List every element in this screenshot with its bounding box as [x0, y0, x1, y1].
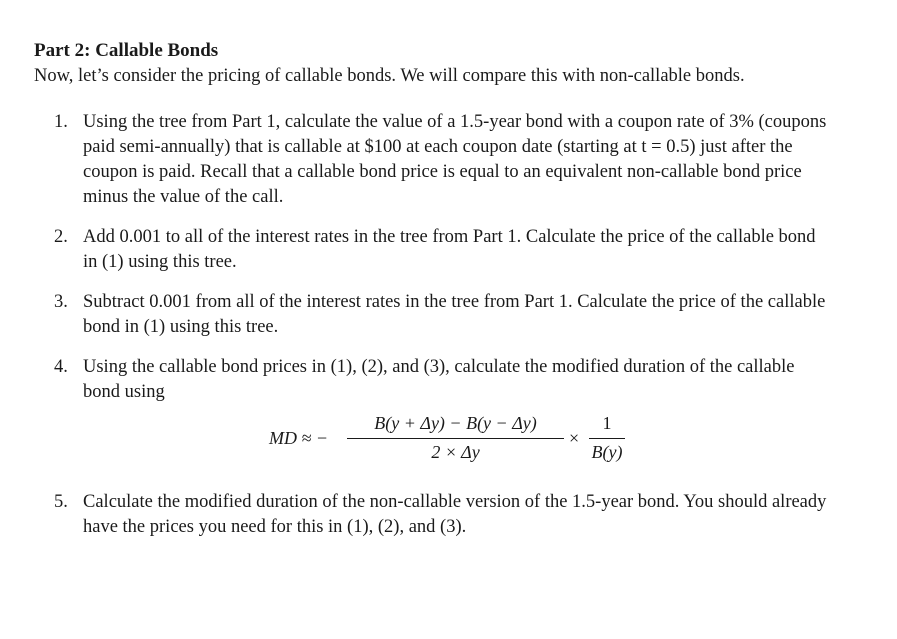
- list-item: [34, 225, 834, 275]
- fraction-numerator: 1: [602, 413, 612, 433]
- multiply-sign: ×: [569, 428, 580, 448]
- item-number: 5.: [54, 492, 68, 512]
- item-number: 2.: [54, 227, 68, 247]
- item-text: Calculate the modified duration of the non-callable version of the 1.5-year bond. You should already have the prices you need for this in (1), (2), and (3).: [83, 492, 827, 537]
- document-page: [34, 38, 834, 555]
- item-text: Subtract 0.001 from all of the interest rates in the tree from Part 1. Calculate the price of the callable bond in (1) using this tree.: [83, 292, 826, 337]
- section-heading: Part 2: Callable Bonds: [34, 40, 219, 61]
- list-item: [34, 110, 834, 210]
- fraction-numerator: B(y + Δy) − B(y − Δy): [374, 413, 537, 433]
- question-list: [34, 110, 834, 540]
- item-text: Using the tree from Part 1, calculate the value of a 1.5-year bond with a coupon rate of 3% (coupons paid semi-annually) that is callable at $100 at each coupon date (starting at t = 0.5) just after the coupon is paid. Recall that a callable bond price is equal to an equivalent non-callable bond price minus the value of the call.: [83, 112, 827, 207]
- formula-lhs: MD ≈ −: [269, 428, 329, 448]
- modified-duration-formula: [83, 413, 834, 475]
- item-text: Add 0.001 to all of the interest rates in the tree from Part 1. Calculate the price of the callable bond in (1) using this tree.: [83, 227, 816, 272]
- item-text: Using the callable bond prices in (1), (2), and (3), calculate the modified duration of the callable bond using: [83, 357, 795, 402]
- fraction-denominator: 2 × Δy: [431, 442, 480, 462]
- list-item: [34, 490, 834, 540]
- formula-fraction-main: [347, 411, 564, 465]
- section-intro: Now, let’s consider the pricing of callable bonds. We will compare this with non-callable bonds.: [34, 66, 745, 86]
- fraction-denominator: B(y): [591, 442, 623, 462]
- item-number: 3.: [54, 292, 68, 312]
- formula-fraction-reciprocal: [589, 411, 625, 465]
- list-item: [34, 290, 834, 340]
- item-number: 1.: [54, 112, 68, 132]
- item-number: 4.: [54, 357, 68, 377]
- list-item: [34, 355, 834, 475]
